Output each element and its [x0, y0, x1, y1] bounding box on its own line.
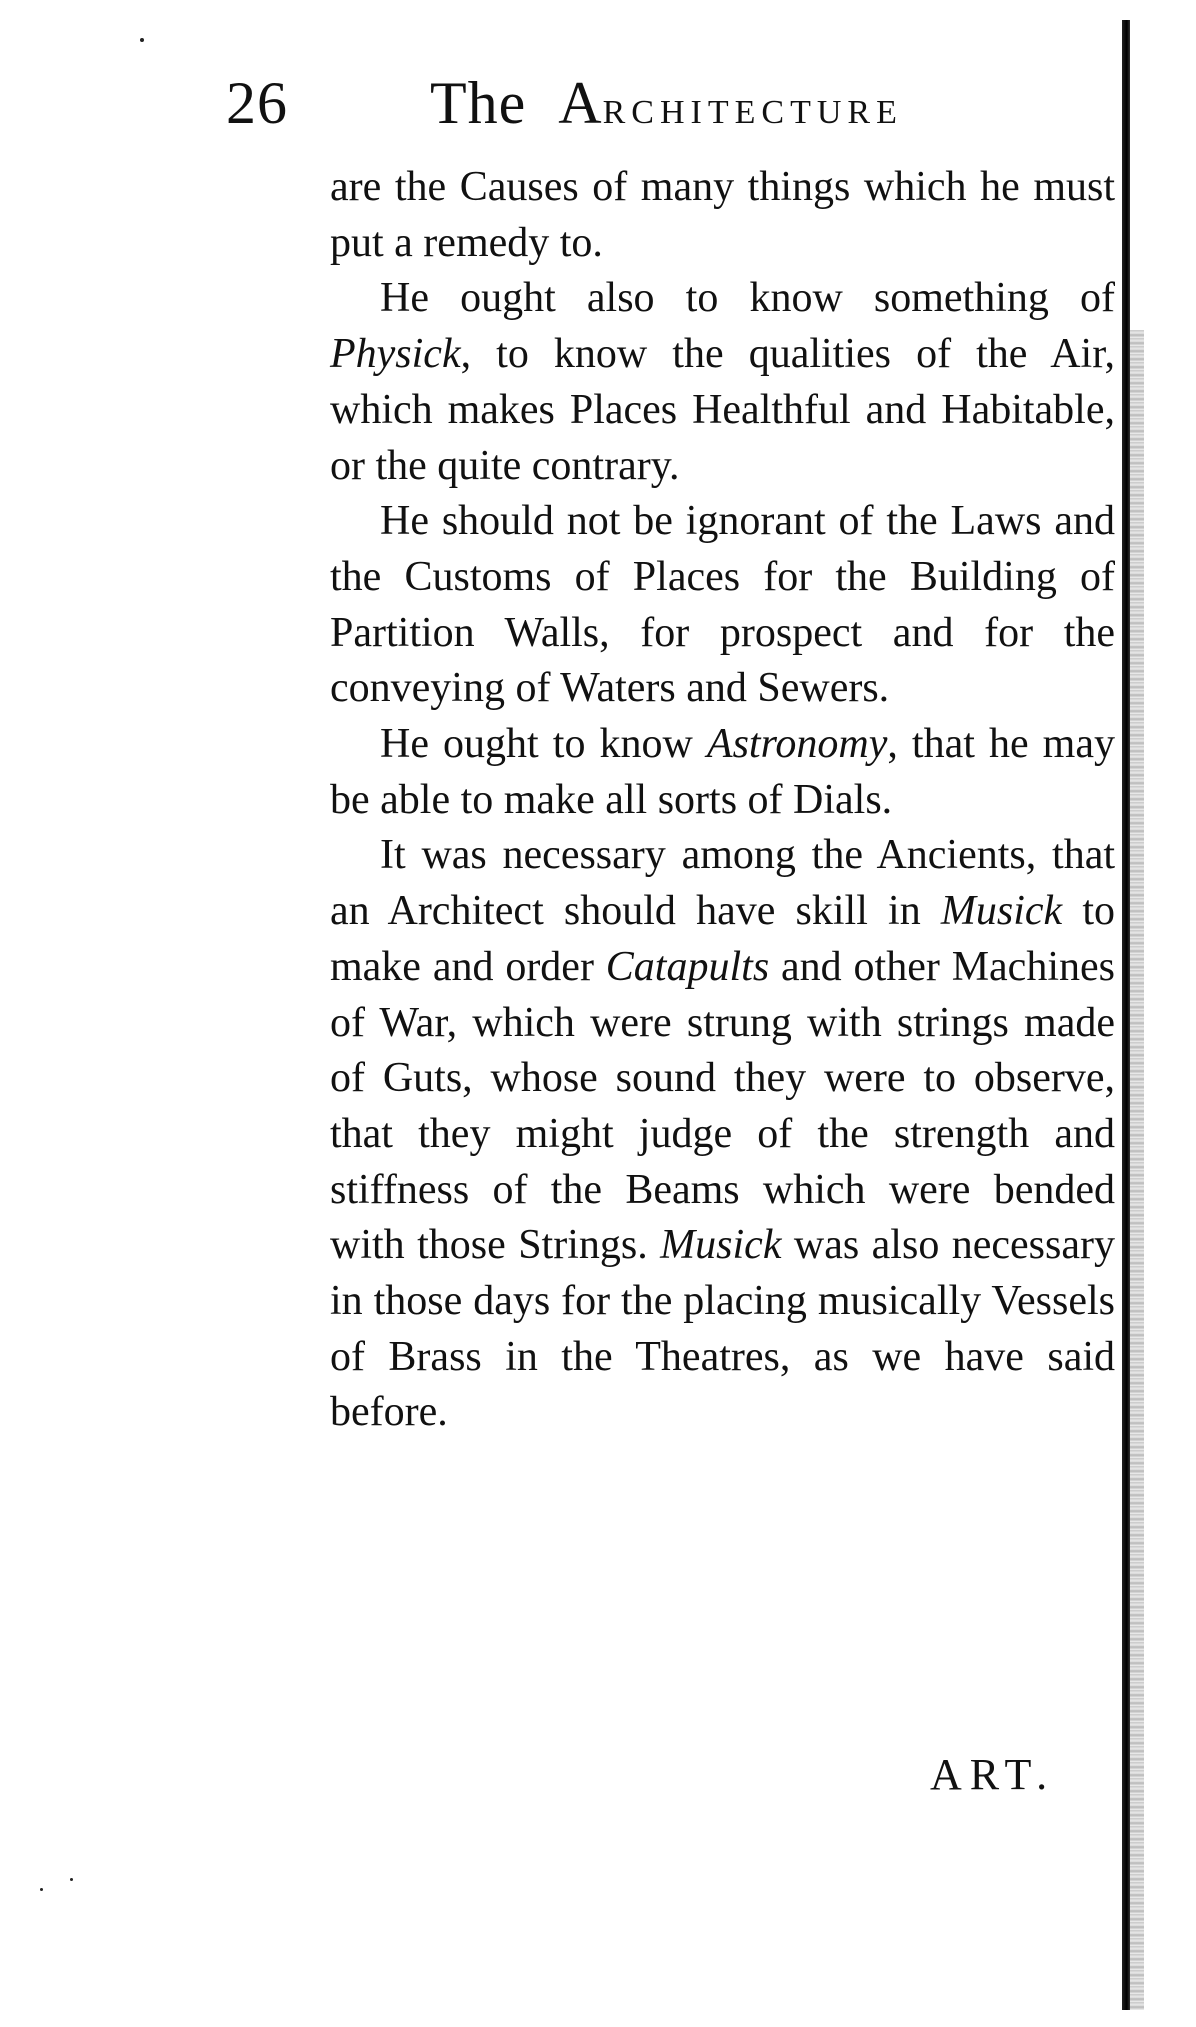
paragraph-continued: are the Causes of many things which he must put a remedy to. [330, 164, 1115, 266]
paragraph-text: He ought to know [380, 721, 707, 768]
paragraph-text: , that he may be able to make all sorts of Dials. [330, 721, 1115, 823]
running-title-rest: RCHITECTURE [602, 94, 903, 131]
body-text [330, 160, 1115, 1441]
paragraph-astronomy [330, 717, 1115, 828]
running-title [430, 58, 903, 158]
paragraph-text: and other Machines of War, which were strung with strings made of Guts, whose sound they were to observe, that they might judge of the strength and stiffness of the Beams which were bended with those Strings. [330, 943, 1115, 1269]
running-head [0, 58, 1196, 148]
italic-term: Physick [330, 331, 461, 378]
italic-term: Astronomy [706, 721, 888, 768]
page-number: 26 [226, 70, 288, 136]
ink-speck [140, 38, 144, 42]
paragraph-laws: He should not be ignorant of the Laws and the Customs of Places for the Building of Partition Walls, for prospect and for the conveying of Waters and Sewers. [330, 498, 1115, 712]
italic-term: Catapults [605, 943, 770, 990]
paragraph-text: was also necessary in those days for the placing musically Vessels of Brass in the Theatres, as we have said before. [330, 1222, 1115, 1436]
paragraph-musick [330, 828, 1115, 1441]
paragraph-text: It was necessary among the Ancients, that an Architect should have skill in [330, 832, 1115, 935]
running-title-the: The [430, 70, 527, 136]
catchword: ART. [930, 1750, 1056, 1799]
page-edge-shading [1130, 330, 1144, 2010]
page-binding-edge [1122, 20, 1130, 2010]
paragraph-text: to make and order [330, 888, 1116, 990]
running-title-initial: A [558, 70, 603, 136]
ink-speck [40, 1888, 43, 1891]
italic-term: Musick [940, 888, 1063, 935]
paragraph-text: He ought also to know something of [380, 275, 1115, 322]
paragraph-physick [330, 271, 1115, 494]
italic-term: Musick [660, 1222, 782, 1269]
ink-speck [70, 1878, 73, 1881]
paragraph-text: , to know the qualities of the Air, which makes Places Healthful and Habitable, or the quite contrary. [330, 331, 1115, 489]
